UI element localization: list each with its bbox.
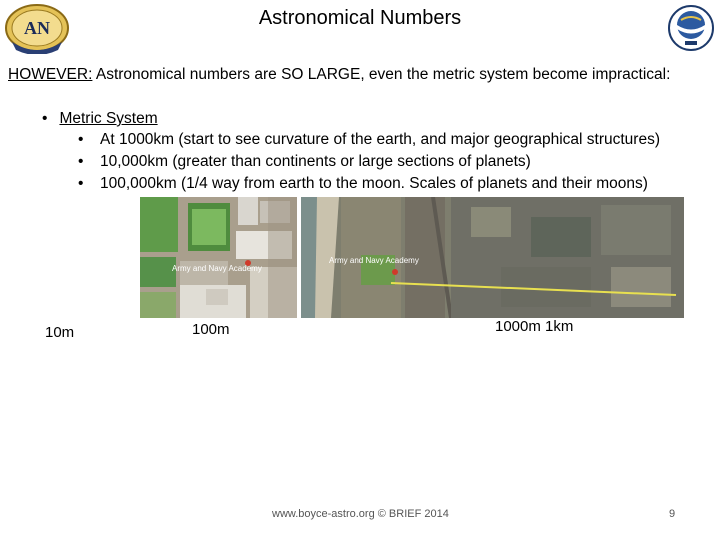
- sub-bullet-marker: •: [78, 175, 84, 192]
- logo-initials: AN: [24, 18, 50, 38]
- intro-line: [8, 66, 670, 84]
- bullet-marker: •: [42, 110, 48, 127]
- sub-bullet-100000km: [78, 175, 648, 193]
- sub-bullet-marker: •: [78, 131, 84, 148]
- page-title: Astronomical Numbers: [258, 7, 462, 29]
- satellite-image-1000m: [301, 197, 684, 318]
- sub-bullet-1000km: [78, 131, 660, 149]
- caption-100m: 100m: [192, 321, 230, 338]
- map-label-academy-100m: Army and Navy Academy: [172, 264, 262, 273]
- sub-bullet-text: At 1000km (start to see curvature of the earth, and major geographical structures): [100, 131, 660, 148]
- intro-text: Astronomical numbers are SO LARGE, even the metric system become impractical:: [92, 66, 671, 83]
- sub-bullet-marker: •: [78, 153, 84, 170]
- intro-lead: HOWEVER:: [8, 66, 93, 83]
- sub-bullet-text: 10,000km (greater than continents or large sections of planets): [100, 153, 531, 170]
- page-number: 9: [669, 508, 676, 520]
- caption-1000m: 1000m 1km: [495, 318, 574, 335]
- caption-10m: 10m: [45, 324, 75, 341]
- satellite-image-100m: [140, 197, 297, 318]
- sub-bullet-text: 100,000km (1/4 way from earth to the moon. Scales of planets and their moons): [100, 175, 648, 192]
- bullet-metric-system: [42, 110, 158, 128]
- footer-credit: www.boyce-astro.org © BRIEF 2014: [272, 508, 449, 520]
- map-label-academy-1000m: Army and Navy Academy: [329, 256, 419, 265]
- sub-bullet-10000km: [78, 153, 531, 171]
- metric-system-label: Metric System: [59, 110, 158, 127]
